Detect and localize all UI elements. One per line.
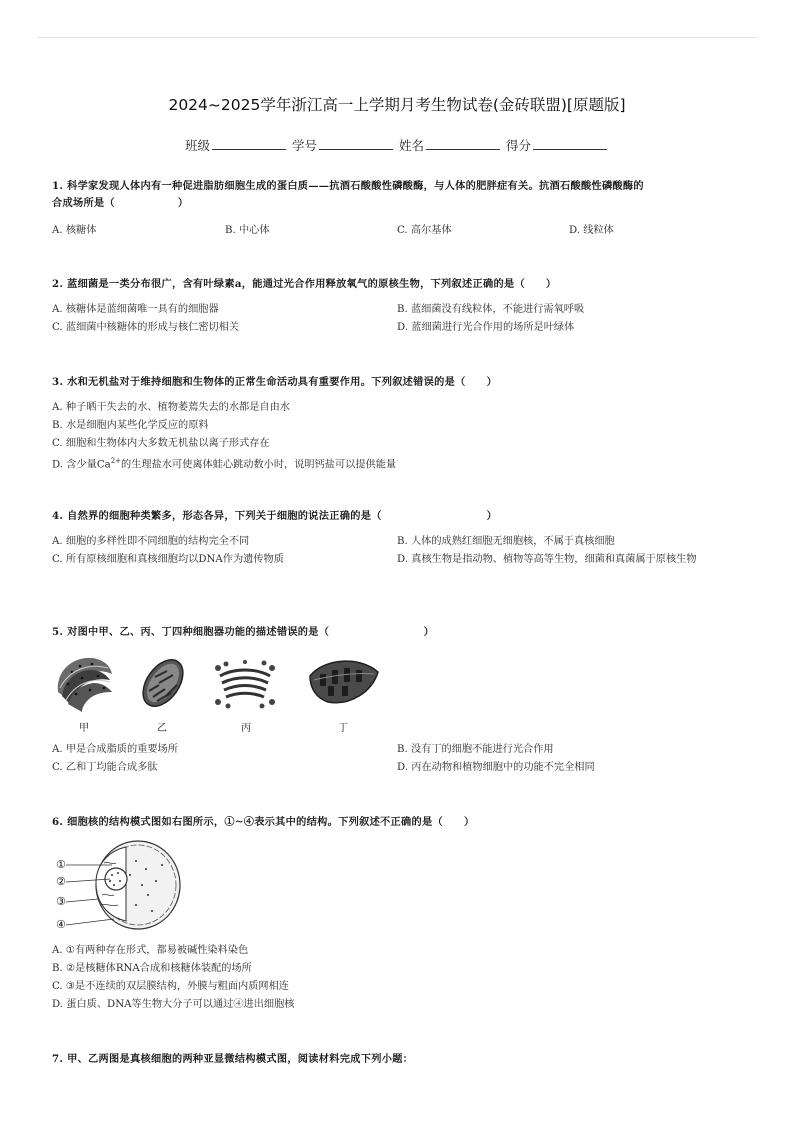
q3-stem: 3. 水和无机盐对于维持细胞和生物体的正常生命活动具有重要作用。下列叙述错误的是（ ） [52,376,498,388]
q6-option-c[interactable]: C. ③是不连续的双层膜结构，外膜与粗面内质网相连 [52,981,289,992]
q3-option-b[interactable]: B. 水是细胞内某些化学反应的原料 [52,420,209,431]
q6-stem: 6. 细胞核的结构模式图如右图所示，①~④表示其中的结构。下列叙述不正确的是（ ） [52,816,475,828]
q6-option-b[interactable]: B. ②是核糖体RNA合成和核糖体装配的场所 [52,963,252,974]
marker-4: ④ [56,918,66,931]
q4-option-d[interactable]: D. 真核生物是指动物、植物等高等生物，细菌和真菌属于原核生物 [397,554,697,565]
q3-option-d-sup: 2+ [110,457,122,465]
q5-stem: 5. 对图中甲、乙、丙、丁四种细胞器功能的描述错误的是（ ） [52,626,435,638]
q7-stem: 7. 甲、乙两图是真核细胞的两种亚显微结构模式图，阅读材料完成下列小题： [52,1053,414,1065]
q2-option-a[interactable]: A. 核糖体是蓝细菌唯一具有的细胞器 [52,304,219,315]
header-rule [37,37,757,38]
marker-1: ① [56,858,66,871]
organelle-ding-chloroplast-icon [306,656,382,708]
organelle-label-yi: 乙 [157,723,167,734]
q5-option-d[interactable]: D. 丙在动物和植物细胞中的功能不完全相同 [397,762,595,773]
q1-stem-line1: 1. 科学家发现人体内有一种促进脂肪细胞生成的蛋白质——抗酒石酸酸性磷酸酶，与人体的肥胖症有关。抗酒石酸酸性磷酸酶的 [52,180,644,192]
q4-option-b[interactable]: B. 人体的成熟红细胞无细胞核，不属于真核细胞 [397,536,615,547]
q3-option-d-pre: D. 含少量Ca [52,459,111,471]
q5-option-a[interactable]: A. 甲是合成脂质的重要场所 [52,744,178,755]
organelle-jia-er-icon [52,652,118,714]
q5-option-b[interactable]: B. 没有丁的细胞不能进行光合作用 [397,744,554,755]
q1-option-c[interactable]: C. 高尔基体 [397,225,452,236]
page-title: 2024~2025学年浙江高一上学期月考生物试卷(金砖联盟)[原题版] [168,96,626,114]
q1-stem-line2: 合成场所是（ ） [52,197,189,209]
q2-option-d[interactable]: D. 蓝细菌进行光合作用的场所是叶绿体 [397,322,575,333]
student-info-line [0,136,794,154]
q3-option-a[interactable]: A. 种子晒干失去的水、植物萎蔫失去的水都是自由水 [52,402,290,413]
marker-2: ② [56,875,66,888]
id-blank[interactable] [319,137,393,150]
q1-option-b[interactable]: B. 中心体 [225,225,270,236]
nucleus-diagram-icon [52,835,184,935]
marker-3: ③ [56,895,66,908]
q5-option-c[interactable]: C. 乙和丁均能合成多肽 [52,762,158,773]
q2-option-b[interactable]: B. 蓝细菌没有线粒体，不能进行需氧呼吸 [397,304,585,315]
q4-stem: 4. 自然界的细胞种类繁多，形态各异，下列关于细胞的说法正确的是（ ） [52,510,498,522]
organelle-yi-mitochondrion-icon [137,655,189,711]
score-blank[interactable] [533,137,607,150]
q6-option-d[interactable]: D. 蛋白质、DNA等生物大分子可以通过④进出细胞核 [52,999,295,1010]
id-label: 学号 [291,138,317,153]
q2-option-c[interactable]: C. 蓝细菌中核糖体的形成与核仁密切相关 [52,322,240,333]
q1-stem [52,178,742,212]
q1-option-d[interactable]: D. 线粒体 [569,225,614,236]
q3-option-c[interactable]: C. 细胞和生物体内大多数无机盐以离子形式存在 [52,438,270,449]
score-label: 得分 [505,138,531,153]
q3-option-d[interactable] [52,453,396,474]
organelle-label-bing: 丙 [241,723,251,734]
organelle-label-ding: 丁 [338,723,348,734]
q3-option-d-post: 的生理盐水可使离体蛙心跳动数小时，说明钙盐可以提供能量 [121,459,397,471]
name-label: 姓名 [398,138,424,153]
class-blank[interactable] [212,137,286,150]
organelle-label-jia: 甲 [79,723,89,734]
name-blank[interactable] [426,137,500,150]
class-label: 班级 [184,138,210,153]
q4-option-c[interactable]: C. 所有原核细胞和真核细胞均以DNA作为遗传物质 [52,554,284,565]
organelle-bing-golgi-icon [212,658,278,710]
q6-option-a[interactable]: A. ①有两种存在形式，都易被碱性染料染色 [52,945,249,956]
q4-option-a[interactable]: A. 细胞的多样性即不同细胞的结构完全不同 [52,536,250,547]
q2-stem: 2. 蓝细菌是一类分布很广，含有叶绿素a，能通过光合作用释放氧气的原核生物，下列叙述正确的是（ ） [52,278,557,290]
q1-option-a[interactable]: A. 核糖体 [52,225,97,236]
